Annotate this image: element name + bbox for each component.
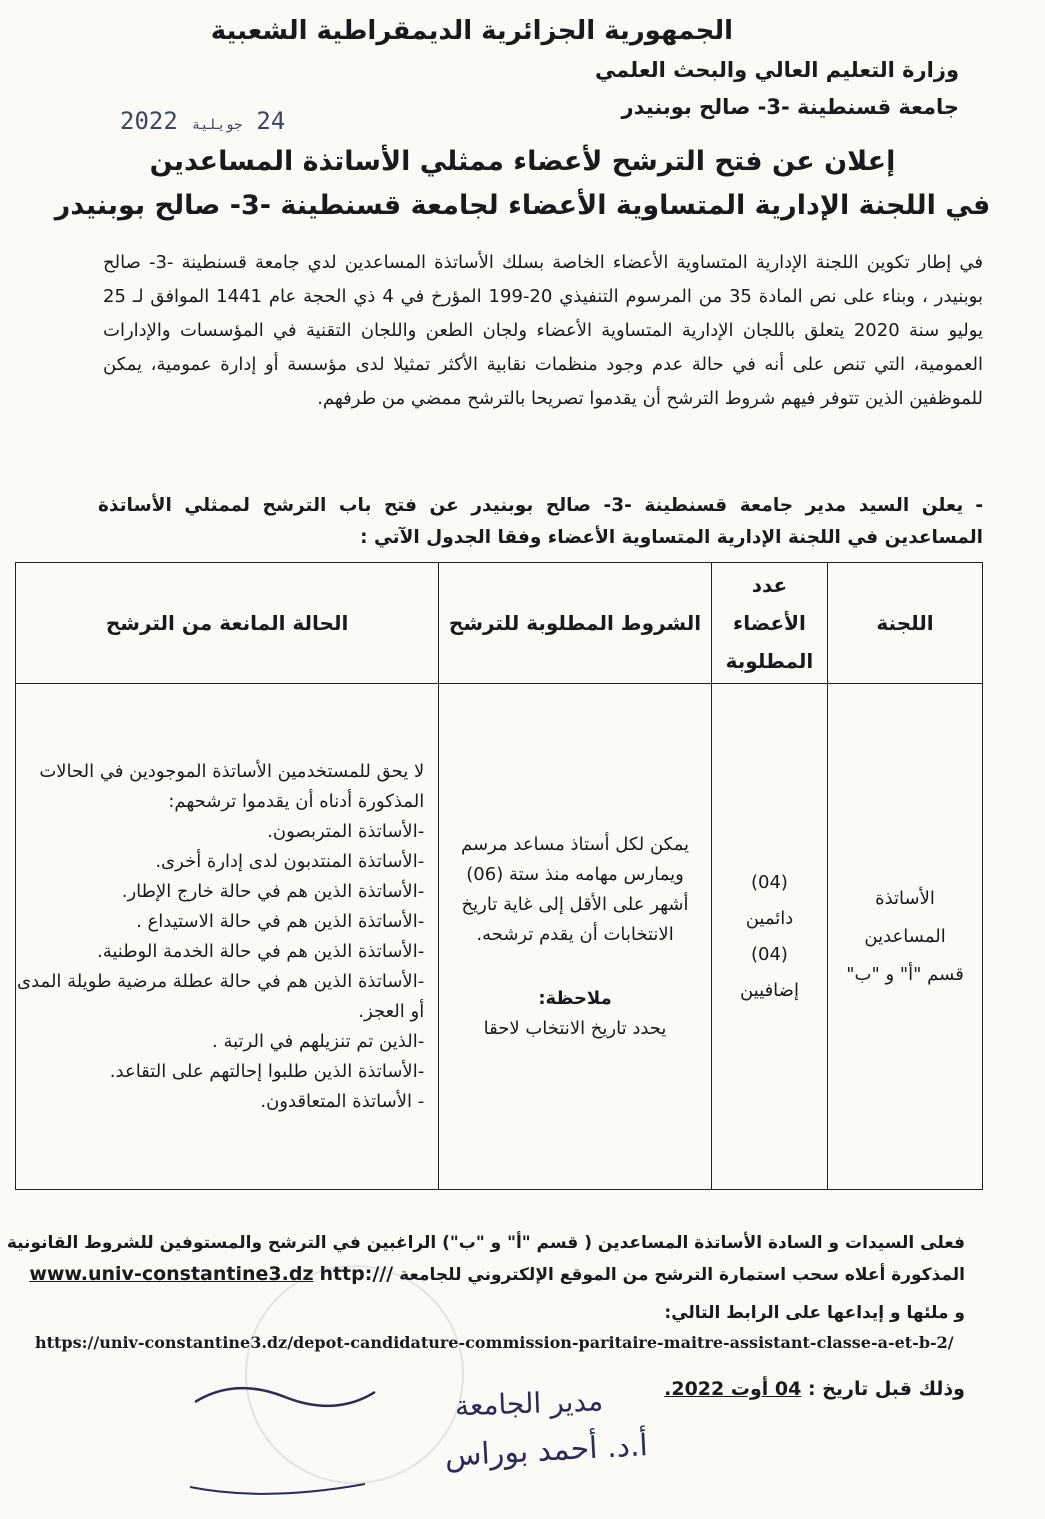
header-committee: اللجنة [828, 563, 983, 684]
announcement-paragraph [98, 490, 983, 554]
university-website-link[interactable]: www.univ-constantine3.dz [29, 1263, 314, 1285]
date-day: 24 [256, 107, 286, 135]
intro-paragraph: في إطار تكوين اللجنة الإدارية المتساوية الأعضاء الخاصة بسلك الأساتذة المساعدين لدي جامعة قسنطينة -3- صالح بوبنيدر ، وبناء على نص المادة 35 من المرسوم التنفيذي 20-199 المؤرخ في 4 ذي الحجة عام 1441 الموافق لـ 25 يوليو سنة 2020 يتعلق باللجان الإدارية المتساوية الأعضاء ولجان الطعن واللجان التقنية في المؤسسات والإدارات العمومية، التي تنص على أنه في حالة عدم وجود منظمات نقابية الأكثر تمثيلا لدى مؤسسة أو إدارة عمومية، يمكن للموظفين الذين تتوفر فيهم شروط الترشح أن يقدموا تصريحا بالترشح ممضي من طرفهم. [103, 252, 984, 409]
republic-header: الجمهورية الجزائرية الديمقراطية الشعبية [210, 16, 733, 46]
date-year: 2022 [120, 107, 178, 135]
signature-name: أ.د. أحمد بوراس [443, 1428, 649, 1474]
prevent-line: -الذين تم تنزيلهم في الرتبة . [212, 1030, 425, 1052]
signature-stroke [195, 1388, 375, 1406]
title-line-2: في اللجنة الإدارية المتساوية الأعضاء لجامعة قسنطينة -3- صالح بوبنيدر [54, 190, 991, 221]
members-line: (04) [750, 943, 788, 965]
date-stamp [120, 107, 285, 135]
announcement-text: يعلن السيد مدير جامعة قسنطينة -3- صالح بوبنيدر عن فتح باب الترشح لممثلي الأساتذة المساعدين في اللجنة الإدارية المتساوية الأعضاء وفقا الجدول الآتي : [98, 495, 983, 548]
prevent-line: المذكورة أدناه أن يقدموا ترشحهم: [168, 790, 425, 812]
http-prefix: http:/// [319, 1263, 394, 1285]
prevent-line: أو العجز. [358, 1000, 425, 1022]
header-conditions: الشروط المطلوبة للترشح [439, 563, 712, 684]
conditions-line: يمكن لكل أستاذ مساعد مرسم [461, 833, 690, 855]
members-line: دائمين [745, 907, 794, 929]
table-header-row [16, 563, 983, 684]
prevent-line: -الأساتذة الذين هم في حالة الخدمة الوطنية. [96, 940, 425, 962]
committee-line: الأساتذة [875, 887, 935, 909]
deadline-label: وذلك قبل تاريخ : [807, 1378, 965, 1400]
prevent-line: -الأساتذة الذين هم في حالة الاستيداع . [136, 910, 425, 932]
bullet-dash: - [975, 495, 983, 516]
prevent-line: -الأساتذة الذين هم في حالة عطلة مرضية طويلة المدى [17, 970, 425, 992]
conditions-line: الانتخابات أن يقدم ترشحه. [476, 923, 674, 945]
prevent-line: -الأساتذة الذين هم في حالة خارج الإطار. [121, 880, 425, 902]
university-header: جامعة قسنطينة -3- صالح بوبنيدر [621, 95, 959, 119]
deadline-date: 04 أوت 2022. [664, 1378, 802, 1400]
director-signature [175, 1372, 649, 1512]
title-line-1: إعلان عن فتح الترشح لأعضاء ممثلي الأساتذة المساعدين [149, 146, 896, 177]
closing-line-1: فعلى السيدات و السادة الأساتذة المساعدين ( قسم "أ" و "ب") الراغبين في الترشح والمستوفين للشروط القانونية [6, 1233, 965, 1253]
conditions-line: ويمارس مهامه منذ ستة (06) [466, 863, 684, 885]
date-month: جويلية [191, 117, 243, 133]
closing-line-3: و ملئها و إيداعها على الرابط التالي: [664, 1303, 965, 1323]
cell-members [711, 684, 827, 1190]
closing-line-2 [29, 1263, 965, 1285]
prevent-line: -الأساتذة المنتدبون لدى إدارة أخرى. [155, 850, 425, 872]
members-line: (04) [750, 871, 788, 893]
note-text: يحدد تاريخ الانتخاب لاحقا [483, 1017, 667, 1039]
table-row [16, 684, 983, 1190]
prevent-line: - الأساتذة المتعاقدون. [260, 1090, 425, 1112]
header-prevent: الحالة المانعة من الترشح [16, 563, 439, 684]
header-members: عدد الأعضاء المطلوبة [711, 563, 827, 684]
ministry-header: وزارة التعليم العالي والبحث العلمي [594, 58, 959, 82]
committee-line: المساعدين [864, 925, 946, 947]
candidacy-table [15, 562, 983, 1190]
closing-line-2-text: المذكورة أعلاه سحب استمارة الترشح من الموقع الإلكتروني للجامعة [399, 1265, 965, 1285]
deposit-url-link[interactable]: https://univ-constantine3.dz/depot-candidature-commission-paritaire-maitre-assistant-classe-a-et-b-2/ [35, 1333, 954, 1352]
cell-committee [828, 684, 983, 1190]
prevent-line: -الأساتذة المتربصون. [267, 820, 425, 842]
members-line: إضافيين [740, 979, 799, 1001]
deadline [664, 1378, 965, 1400]
prevent-line: -الأساتذة الذين طلبوا إحالتهم على التقاعد. [109, 1060, 425, 1082]
cell-conditions [439, 684, 712, 1190]
conditions-line: أشهر على الأقل إلى غاية تاريخ [461, 893, 689, 915]
signature-underline [190, 1484, 365, 1494]
cell-prevent [16, 684, 439, 1190]
signature-title: مدير الجامعة [454, 1384, 604, 1423]
committee-line: قسم "أ" و "ب" [846, 963, 964, 985]
note-title: ملاحظة: [538, 987, 612, 1009]
prevent-line: لا يحق للمستخدمين الأساتذة الموجودين في الحالات [39, 760, 425, 782]
